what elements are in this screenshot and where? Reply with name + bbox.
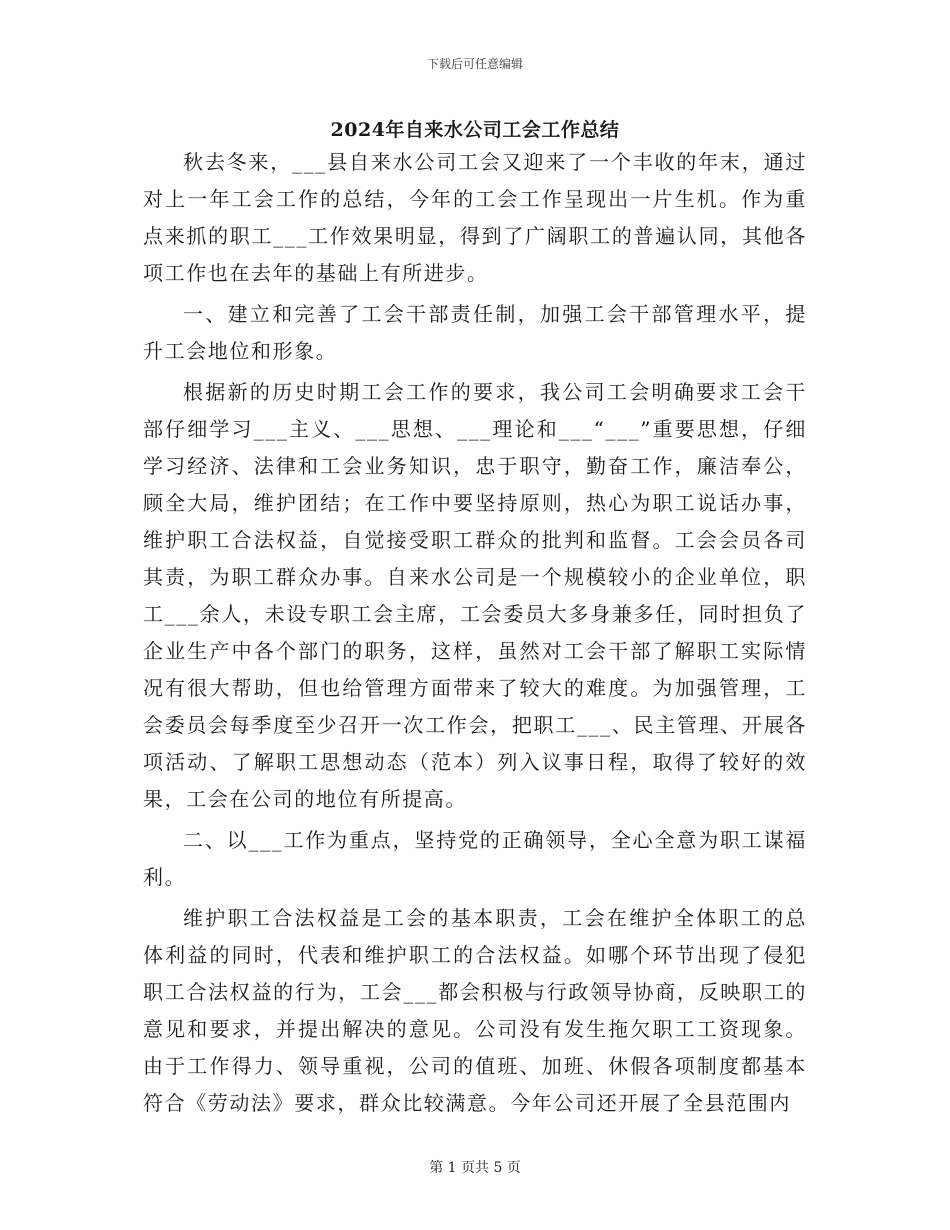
paragraph-section-2: 维护职工合法权益是工会的基本职责，工会在维护全体职工的总体利益的同时，代表和维护职工的合法权益。如哪个环节出现了侵犯职工合法权益的行为，工会___都会积极与行政领导协商，反映职工的意见和要求，并提出解决的意见。公司没有发生拖欠职工工资现象。由于工作得力、领导重视，公司的值班、加班、休假各项制度都基本符合《劳动法》要求，群众比较满意。今年公司还开展了全县范围内 [143, 906, 807, 1115]
document-body [143, 144, 807, 1122]
document-title: 2024年自来水公司工会工作总结 [330, 119, 620, 141]
page-footer: 第 1 页共 5 页 [429, 1160, 521, 1176]
section-heading-2: 二、以___工作为重点，坚持党的正确领导，全心全意为职工谋福利。 [143, 828, 807, 889]
paragraph-section-1: 根据新的历史时期工会工作的要求，我公司工会明确要求工会干部仔细学习___主义、___思想、___理论和___“___”重要思想，仔细学习经济、法律和工会业务知识，忠于职守，勤奋工作，廉洁奉公，顾全大局，维护团结；在工作中要坚持原则，热心为职工说话办事，维护职工合法权益，自觉接受职工群众的批判和监督。工会会员各司其责，为职工群众办事。自来水公司是一个规模较小的企业单位，职工___余人，未设专职工会主席，工会委员大多身兼多任，同时担负了企业生产中各个部门的职务，这样，虽然对工会干部了解职工实际情况有很大帮助，但也给管理方面带来了较大的难度。为加强管理，工会委员会每季度至少召开一次工作会，把职工___、民主管理、开展各项活动、了解职工思想动态（范本）列入议事日程，取得了较好的效果，工会在公司的地位有所提高。 [143, 380, 807, 811]
header-note: 下载后可任意编辑 [426, 57, 523, 71]
section-heading-1: 一、建立和完善了工会干部责任制，加强工会干部管理水平，提升工会地位和形象。 [143, 302, 807, 363]
paragraph-intro: 秋去冬来，___县自来水公司工会又迎来了一个丰收的年末，通过对上一年工会工作的总结，今年的工会工作呈现出一片生机。作为重点来抓的职工___工作效果明显，得到了广阔职工的普遍认同，其他各项工作也在去年的基础上有所进步。 [143, 150, 807, 285]
